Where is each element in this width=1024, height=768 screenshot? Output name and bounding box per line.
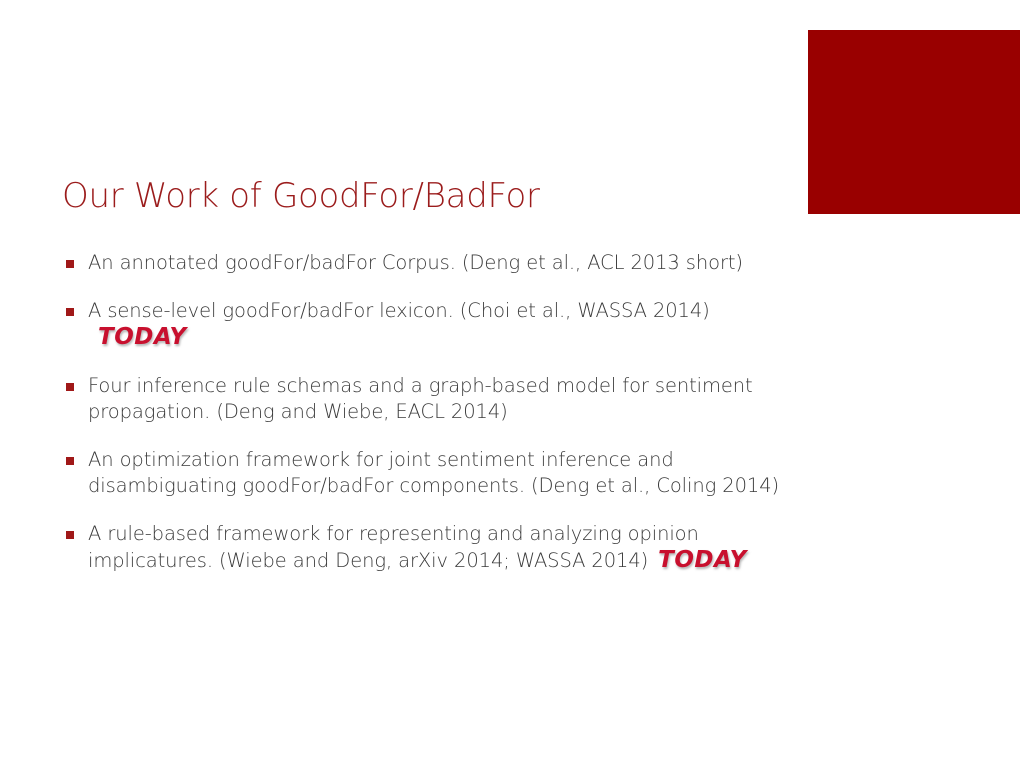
bullet-item (64, 298, 780, 351)
bullet-list (64, 250, 780, 596)
square-bullet-icon (66, 308, 74, 316)
bullet-item (64, 447, 780, 499)
bullet-text: A rule-based framework for representing and analyzing opinion implicatures. (Wiebe and Deng, arXiv 2014; WASSA 2014) (88, 522, 699, 572)
square-bullet-icon (66, 531, 74, 539)
today-tag: TODAY (98, 324, 187, 350)
square-bullet-icon (66, 383, 74, 391)
bullet-item (64, 250, 780, 276)
square-bullet-icon (66, 260, 74, 268)
bullet-item (64, 521, 780, 574)
bullet-text: Four inference rule schemas and a graph-based model for sentiment propagation. (Deng and Wiebe, EACL 2014) (88, 374, 753, 423)
accent-block (808, 30, 1020, 214)
bullet-item (64, 373, 780, 425)
square-bullet-icon (66, 457, 74, 465)
bullet-text: An optimization framework for joint sentiment inference and disambiguating goodFor/badFor components. (Deng et al., Coling 2014) (88, 448, 780, 497)
bullet-text: An annotated goodFor/badFor Corpus. (Deng et al., ACL 2013 short) (88, 251, 743, 274)
slide-title: Our Work of GoodFor/BadFor (62, 176, 540, 216)
bullet-text: A sense-level goodFor/badFor lexicon. (Choi et al., WASSA 2014) (88, 299, 710, 322)
today-tag: TODAY (658, 547, 747, 573)
